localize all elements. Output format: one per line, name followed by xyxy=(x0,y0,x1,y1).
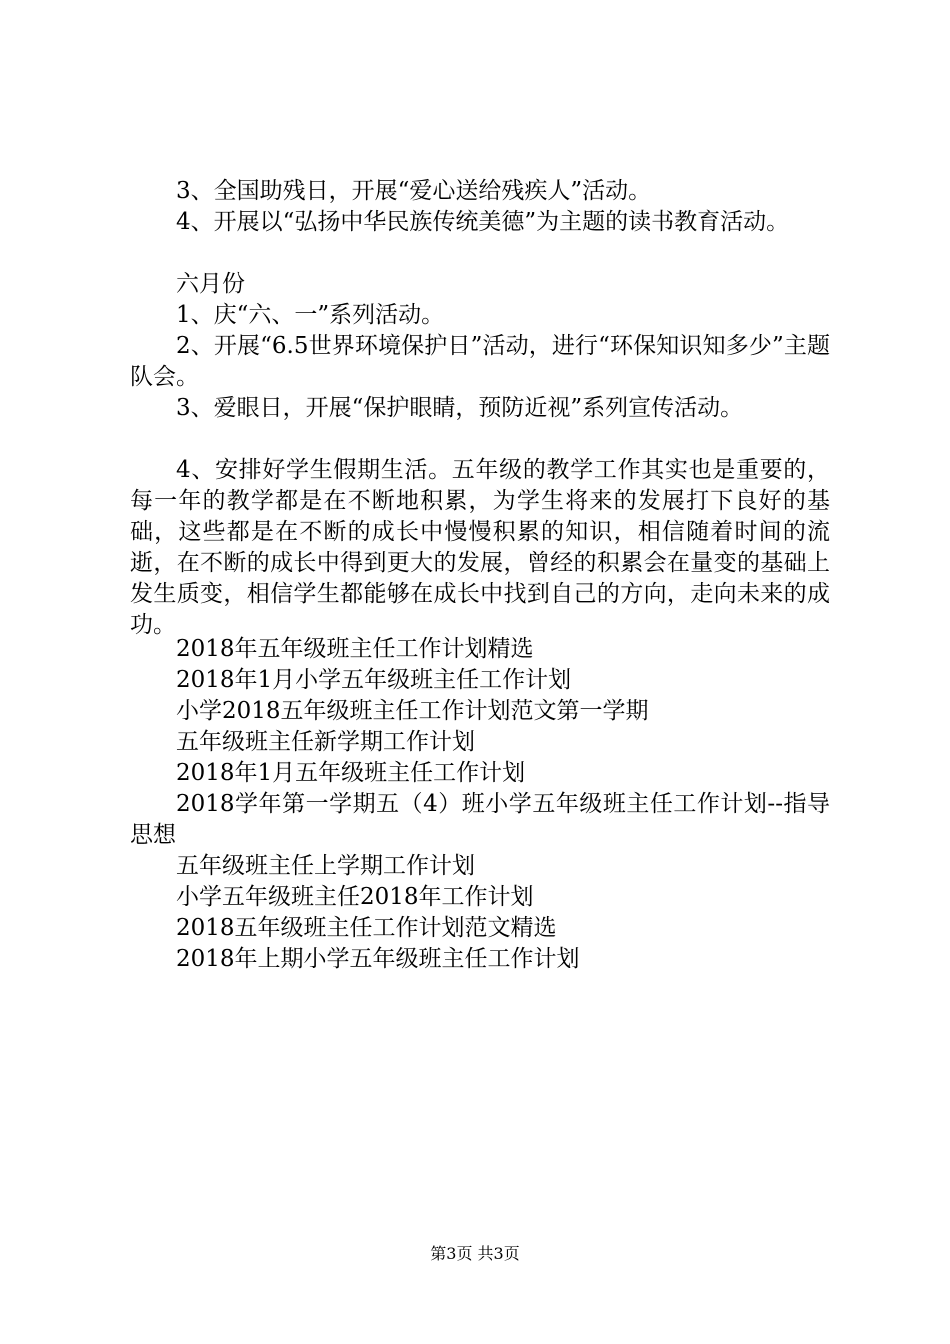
section-heading-june: 六月份 xyxy=(176,271,245,297)
page-footer: 第3页 共3页 xyxy=(430,1244,520,1263)
related-title-3[interactable]: 小学2018五年级班主任工作计划范文第一学期 xyxy=(176,698,649,724)
related-title-10[interactable]: 2018年上期小学五年级班主任工作计划 xyxy=(176,946,580,972)
related-title-2[interactable]: 2018年1月小学五年级班主任工作计划 xyxy=(176,667,572,693)
paragraph-may-4: 4、开展以“弘扬中华民族传统美德”为主题的读书教育活动。 xyxy=(176,209,790,235)
paragraph-june-2: 2、开展“6.5世界环境保护日”活动，进行“环保知识知多少”主题队会。 xyxy=(130,333,830,390)
paragraph-june-4: 4、安排好学生假期生活。五年级的教学工作其实也是重要的，每一年的教学都是在不断地积累，为学生将来的发展打下良好的基础，这些都是在不断的成长中慢慢积累的知识，相信随着时间的流逝，在不断的成长中得到更大的发展，曾经的积累会在量变的基础上发生质变，相信学生都能够在成长中找到自己的方向，走向未来的成功。 xyxy=(130,457,830,638)
related-title-4[interactable]: 五年级班主任新学期工作计划 xyxy=(176,729,475,755)
related-title-5[interactable]: 2018年1月五年级班主任工作计划 xyxy=(176,760,526,786)
paragraph-may-3: 3、全国助残日，开展“爱心送给残疾人”活动。 xyxy=(176,178,652,204)
related-title-7[interactable]: 五年级班主任上学期工作计划 xyxy=(176,853,475,879)
related-title-9[interactable]: 2018五年级班主任工作计划范文精选 xyxy=(176,915,557,941)
paragraph-june-3: 3、爱眼日，开展“保护眼睛，预防近视”系列宣传活动。 xyxy=(176,395,744,421)
related-title-1[interactable]: 2018年五年级班主任工作计划精选 xyxy=(176,636,534,662)
related-title-6[interactable]: 2018学年第一学期五（4）班小学五年级班主任工作计划--指导思想 xyxy=(130,791,830,848)
related-title-8[interactable]: 小学五年级班主任2018年工作计划 xyxy=(176,884,534,910)
paragraph-june-1: 1、庆“六、一”系列活动。 xyxy=(176,302,445,328)
